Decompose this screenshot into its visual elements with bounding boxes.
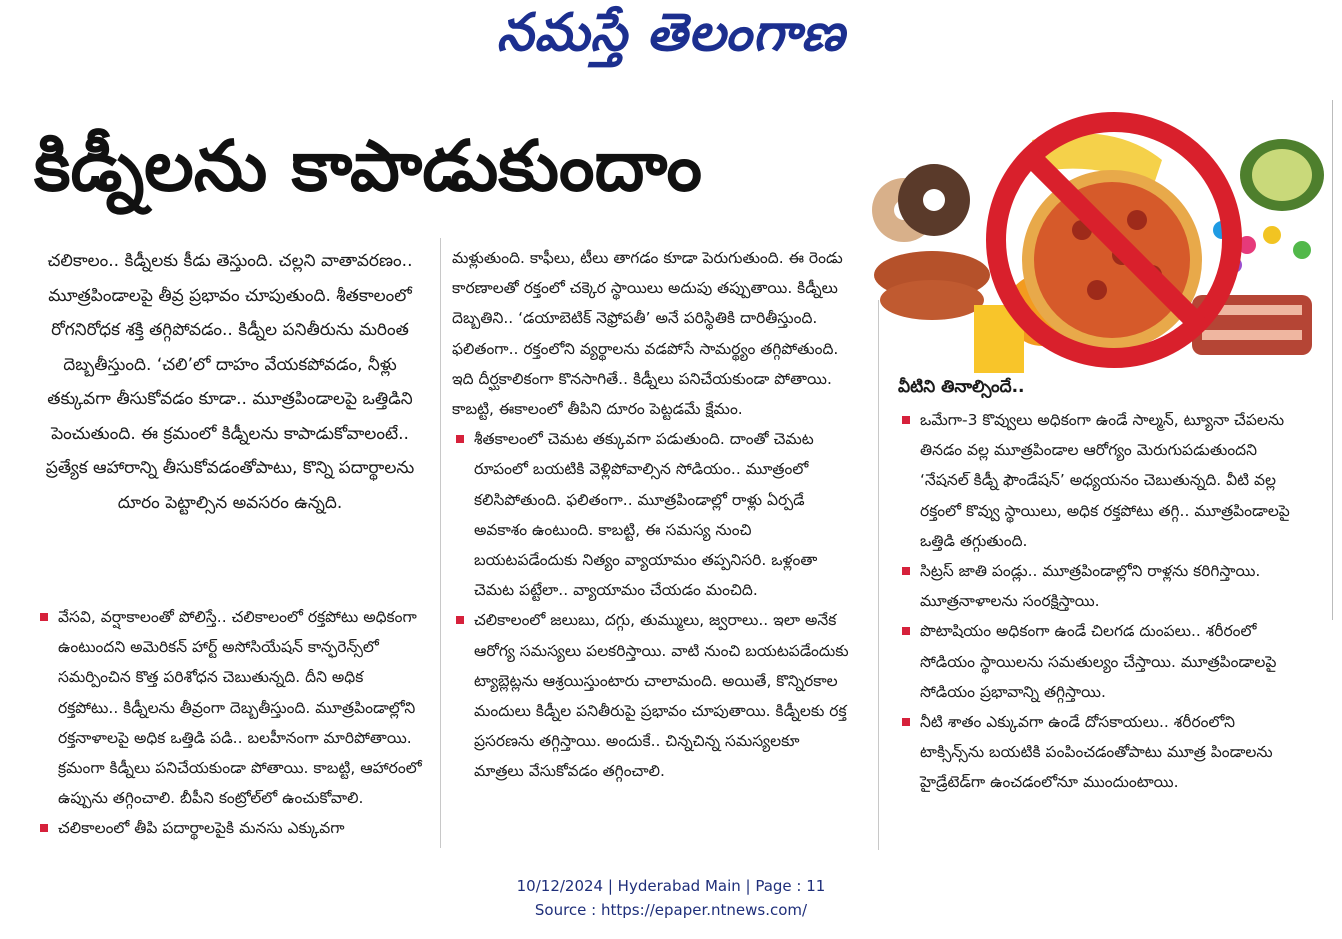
bullet-paragraph: వేసవి, వర్షాకాలంతో పోలిస్తే.. చలికాలంలో రక్తపోటు అధికంగా ఉంటుందని అమెరికన్ హార్ట్ అసోసియేషన్ కాన్ఫరెన్స్‌లో సమర్పించిన కొత్త పరిశోధన చెబుతున్నది. దీని అధిక రక్తపోటు.. కిడ్నీలను తీవ్రంగా దెబ్బతీస్తుంది. మూత్రపిండాల్లోని రక్తనాళాలపై అధిక ఒత్తిడి పడి.. బలహీనంగా మారిపోతాయి. క్రమంగా కిడ్నీలు పనిచేయకుండా పోతాయి. కాబట్టి, ఆహారంలో ఉప్పును తగ్గించాలి. బీపీని కంట్రోల్‌లో ఉంచుకోవాలి. bbox=[36, 602, 428, 813]
bullet-paragraph: శీతకాలంలో చెమట తక్కువగా పడుతుంది. దాంతో చెమట రూపంలో బయటికి వెళ్లిపోవాల్సిన సోడియం.. మూత్రంలో కలిసిపోతుంది. ఫలితంగా.. మూత్రపిండాల్లో రాళ్లు ఏర్పడే అవకాశం ఉంటుంది. కాబట్టి, ఈ సమస్య నుంచి బయటపడేందుకు నిత్యం వ్యాయామం తప్పనిసరి. ఒళ్లంతా చెమట పట్టేలా.. వ్యాయామం చేయడం మంచిది. bbox=[452, 424, 852, 605]
footer-source-link[interactable]: Source : https://epaper.ntnews.com/ bbox=[534, 901, 808, 919]
intro-paragraph: చలికాలం.. కిడ్నీలకు కీడు తెస్తుంది. చల్లని వాతావరణం.. మూత్రపిండాలపై తీవ్ర ప్రభావం చూపుతుంది. శీతకాలంలో రోగనిరోధక శక్తి తగ్గిపోవడం.. కిడ్నీల పనితీరును మరింత దెబ్బతీస్తుంది. ‘చలి’లో దాహం వేయకపోవడం, నీళ్లు తక్కువగా తీసుకోవడం కూడా.. మూత్రపిండాలపై ఒత్తిడిని పెంచుతుంది. ఈ క్రమంలో కిడ్నీలను కాపాడుకోవాలంటే.. ప్రత్యేక ఆహారాన్ని తీసుకోవడంతోపాటు, కొన్ని పదార్థాలను దూరం పెట్టాల్సిన అవసరం ఉన్నది. bbox=[45, 251, 415, 513]
bullet-paragraph: పొటాషియం అధికంగా ఉండే చిలగడ దుంపలు.. శరీరంలో సోడియం స్థాయిలను సమతుల్యం చేస్తాయి. మూత్రపిండాలపై సోడియం ప్రభావాన్ని తగ్గిస్తాయి. bbox=[898, 616, 1290, 707]
column-3 bbox=[898, 405, 1290, 798]
article-intro bbox=[36, 244, 424, 520]
article-headline: కిడ్నీలను కాపాడుకుందాం bbox=[34, 125, 703, 207]
footer-date-page: 10/12/2024 | Hyderabad Main | Page : 11 bbox=[516, 877, 826, 895]
continued-paragraph: మళ్లుతుంది. కాఫీలు, టీలు తాగడం కూడా పెరుగుతుంది. ఈ రెండు కారణాలతో రక్తంలో చక్కెర స్థాయిలు అదుపు తప్పుతాయి. కిడ్నీలు దెబ్బతిని.. ‘డయాబెటిక్ నెఫ్రోపతీ’ అనే పరిస్థితికి దారితీస్తుంది. ఫలితంగా.. రక్తంలోని వ్యర్థాలను వడపోసే సామర్థ్యం తగ్గిపోతుంది. ఇది దీర్ఘకాలికంగా కొనసాగితే.. కిడ్నీలు పనిచేయకుండా పోతాయి. కాబట్టి, ఈకాలంలో తీపిని దూరం పెట్టడమే క్షేమం. bbox=[452, 249, 843, 419]
right-border-rule bbox=[1332, 100, 1333, 620]
bullet-paragraph: చలికాలంలో జలుబు, దగ్గు, తుమ్ములు, జ్వరాలు.. ఇలా అనేక ఆరోగ్య సమస్యలు పలకరిస్తాయి. వాటి నుంచి బయటపడేందుకు ట్యాబ్లెట్లను ఆశ్రయిస్తుంటారు చాలామంది. అయితే, కొన్నిరకాల మందులు కిడ్నీల పనితీరుపై ప్రభావం చూపుతాయి. కిడ్నీలకు రక్త ప్రసరణను తగ్గిస్తాయి. అందుకే.. చిన్నచిన్న సమస్యలకూ మాత్రలు వేసుకోవడం తగ్గించాలి. bbox=[452, 605, 852, 786]
column-1 bbox=[36, 602, 428, 844]
section-heading: వీటిని తినాల్సిందే.. bbox=[898, 377, 1025, 397]
bullet-paragraph: ఒమేగా-3 కొవ్వులు అధికంగా ఉండే సాల్మన్, ట్యూనా చేపలను తినడం వల్ల మూత్రపిండాల ఆరోగ్యం మెరుగుపడుతుందని ‘నేషనల్ కిడ్నీ ఫౌండేషన్’ అధ్యయనం చెబుతున్నది. వీటి వల్ల రక్తంలో కొవ్వు స్థాయిలు, అధిక రక్తపోటు తగ్గి.. మూత్రపిండాలపై ఒత్తిడి తగ్గుతుంది. bbox=[898, 405, 1290, 556]
column-divider bbox=[878, 300, 879, 850]
column-divider bbox=[440, 238, 441, 848]
bullet-paragraph: నీటి శాతం ఎక్కువగా ఉండే దోసకాయలు.. శరీరంలోని టాక్సిన్స్‌ను బయటికి పంపించడంతోపాటు మూత్ర పిండాలను హైడ్రేటెడ్‌గా ఉంచడంలోనూ ముందుంటాయి. bbox=[898, 707, 1290, 798]
newspaper-masthead: నమస్తే తెలంగాణ bbox=[496, 2, 846, 63]
bullet-paragraph: చలికాలంలో తీపి పదార్థాలపైకి మనసు ఎక్కువగా bbox=[36, 813, 428, 843]
column-2 bbox=[452, 243, 852, 787]
forbidden-foods-illustration bbox=[862, 100, 1332, 375]
bullet-paragraph: సిట్రస్ జాతి పండ్లు.. మూత్రపిండాల్లోని రాళ్లను కరిగిస్తాయి. మూత్రనాళాలను సంరక్షిస్తాయి. bbox=[898, 556, 1290, 616]
